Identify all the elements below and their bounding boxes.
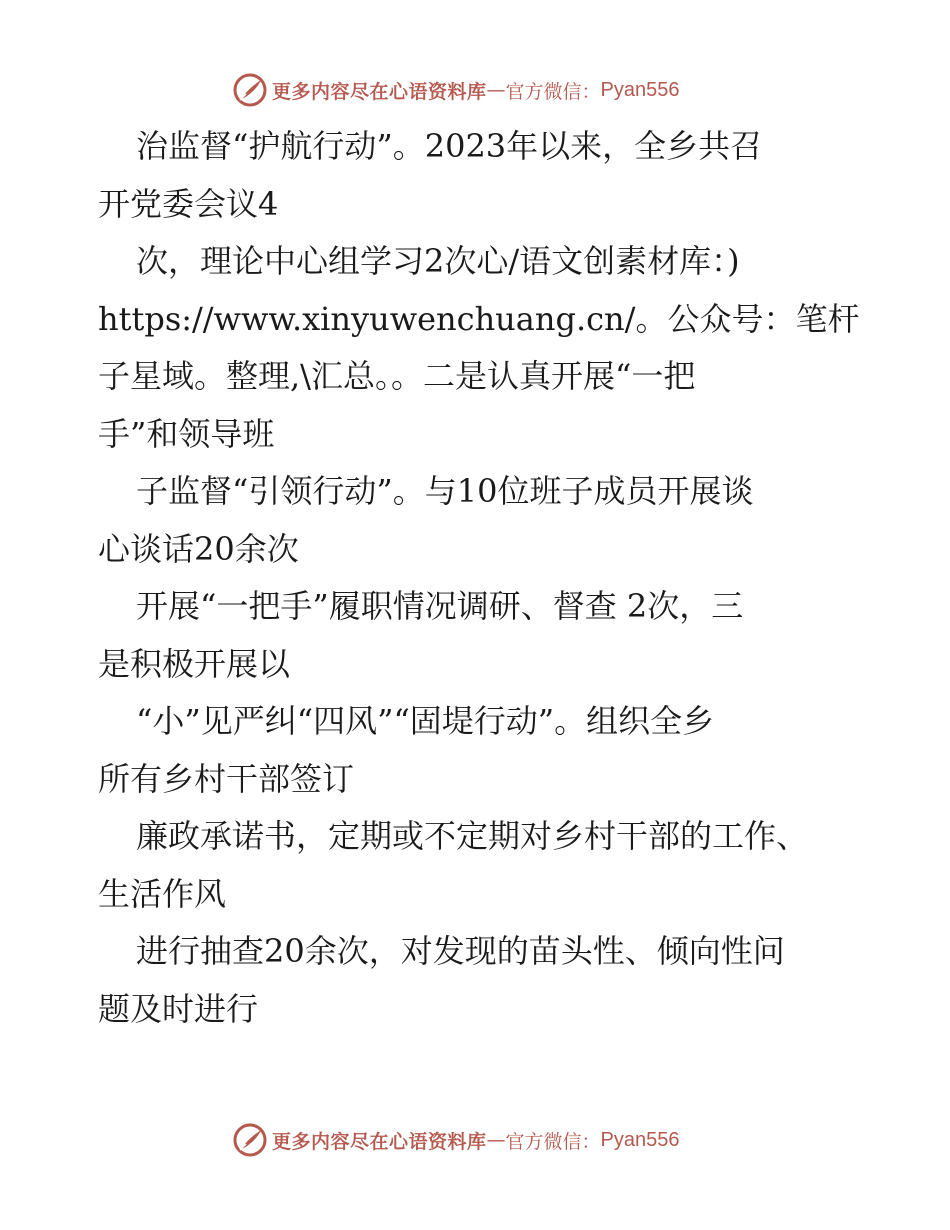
- body-line: “小”见严纠“四风”“固堤行动”。组织全乡: [136, 702, 715, 740]
- header-wechat-id: Pyan556: [600, 78, 680, 101]
- body-line: 子监督“引领行动”。与10位班子成员开展谈: [136, 472, 754, 510]
- body-line: 子星域。整理,\汇总。。二是认真开展“一把: [98, 357, 696, 395]
- body-line: 次，理论中心组学习2次心/语文创素材库：): [136, 242, 740, 280]
- header-brand-text: 更多内容尽在心语资料库: [272, 80, 487, 103]
- header-wechat-label: 官方微信：: [505, 80, 601, 103]
- quill-logo-icon: [232, 72, 268, 108]
- body-line: 生活作风: [98, 874, 227, 913]
- body-line: 心谈话20余次: [98, 529, 299, 568]
- footer-wechat-id: Pyan556: [600, 1128, 680, 1151]
- header-watermark: [232, 70, 712, 110]
- body-text: [98, 118, 868, 1038]
- body-line: 所有乡村干部签订: [98, 759, 355, 798]
- body-line: 廉政承诺书，定期或不定期对乡村干部的工作、: [136, 817, 809, 855]
- footer-dash: —: [486, 1129, 506, 1151]
- body-line: 治监督“护航行动”。2023年以来，全乡共召: [136, 127, 763, 165]
- body-line: 是积极开展以: [98, 644, 291, 683]
- body-line: 手”和领导班: [98, 414, 275, 453]
- quill-logo-icon: [232, 1122, 268, 1158]
- body-line: https://www.xinyuwenchuang.cn/。公众号：笔杆: [98, 299, 860, 338]
- footer-wechat-label: 官方微信：: [505, 1130, 601, 1153]
- body-line: 题及时进行: [98, 989, 259, 1028]
- footer-brand-text: 更多内容尽在心语资料库: [272, 1130, 487, 1153]
- footer-watermark: [232, 1120, 712, 1160]
- body-line: 进行抽查20余次，对发现的苗头性、倾向性问: [136, 932, 785, 970]
- body-line: 开展“一把手”履职情况调研、督查 2次，三: [136, 587, 744, 625]
- body-line: 开党委会议4: [98, 184, 279, 223]
- header-dash: —: [486, 79, 506, 101]
